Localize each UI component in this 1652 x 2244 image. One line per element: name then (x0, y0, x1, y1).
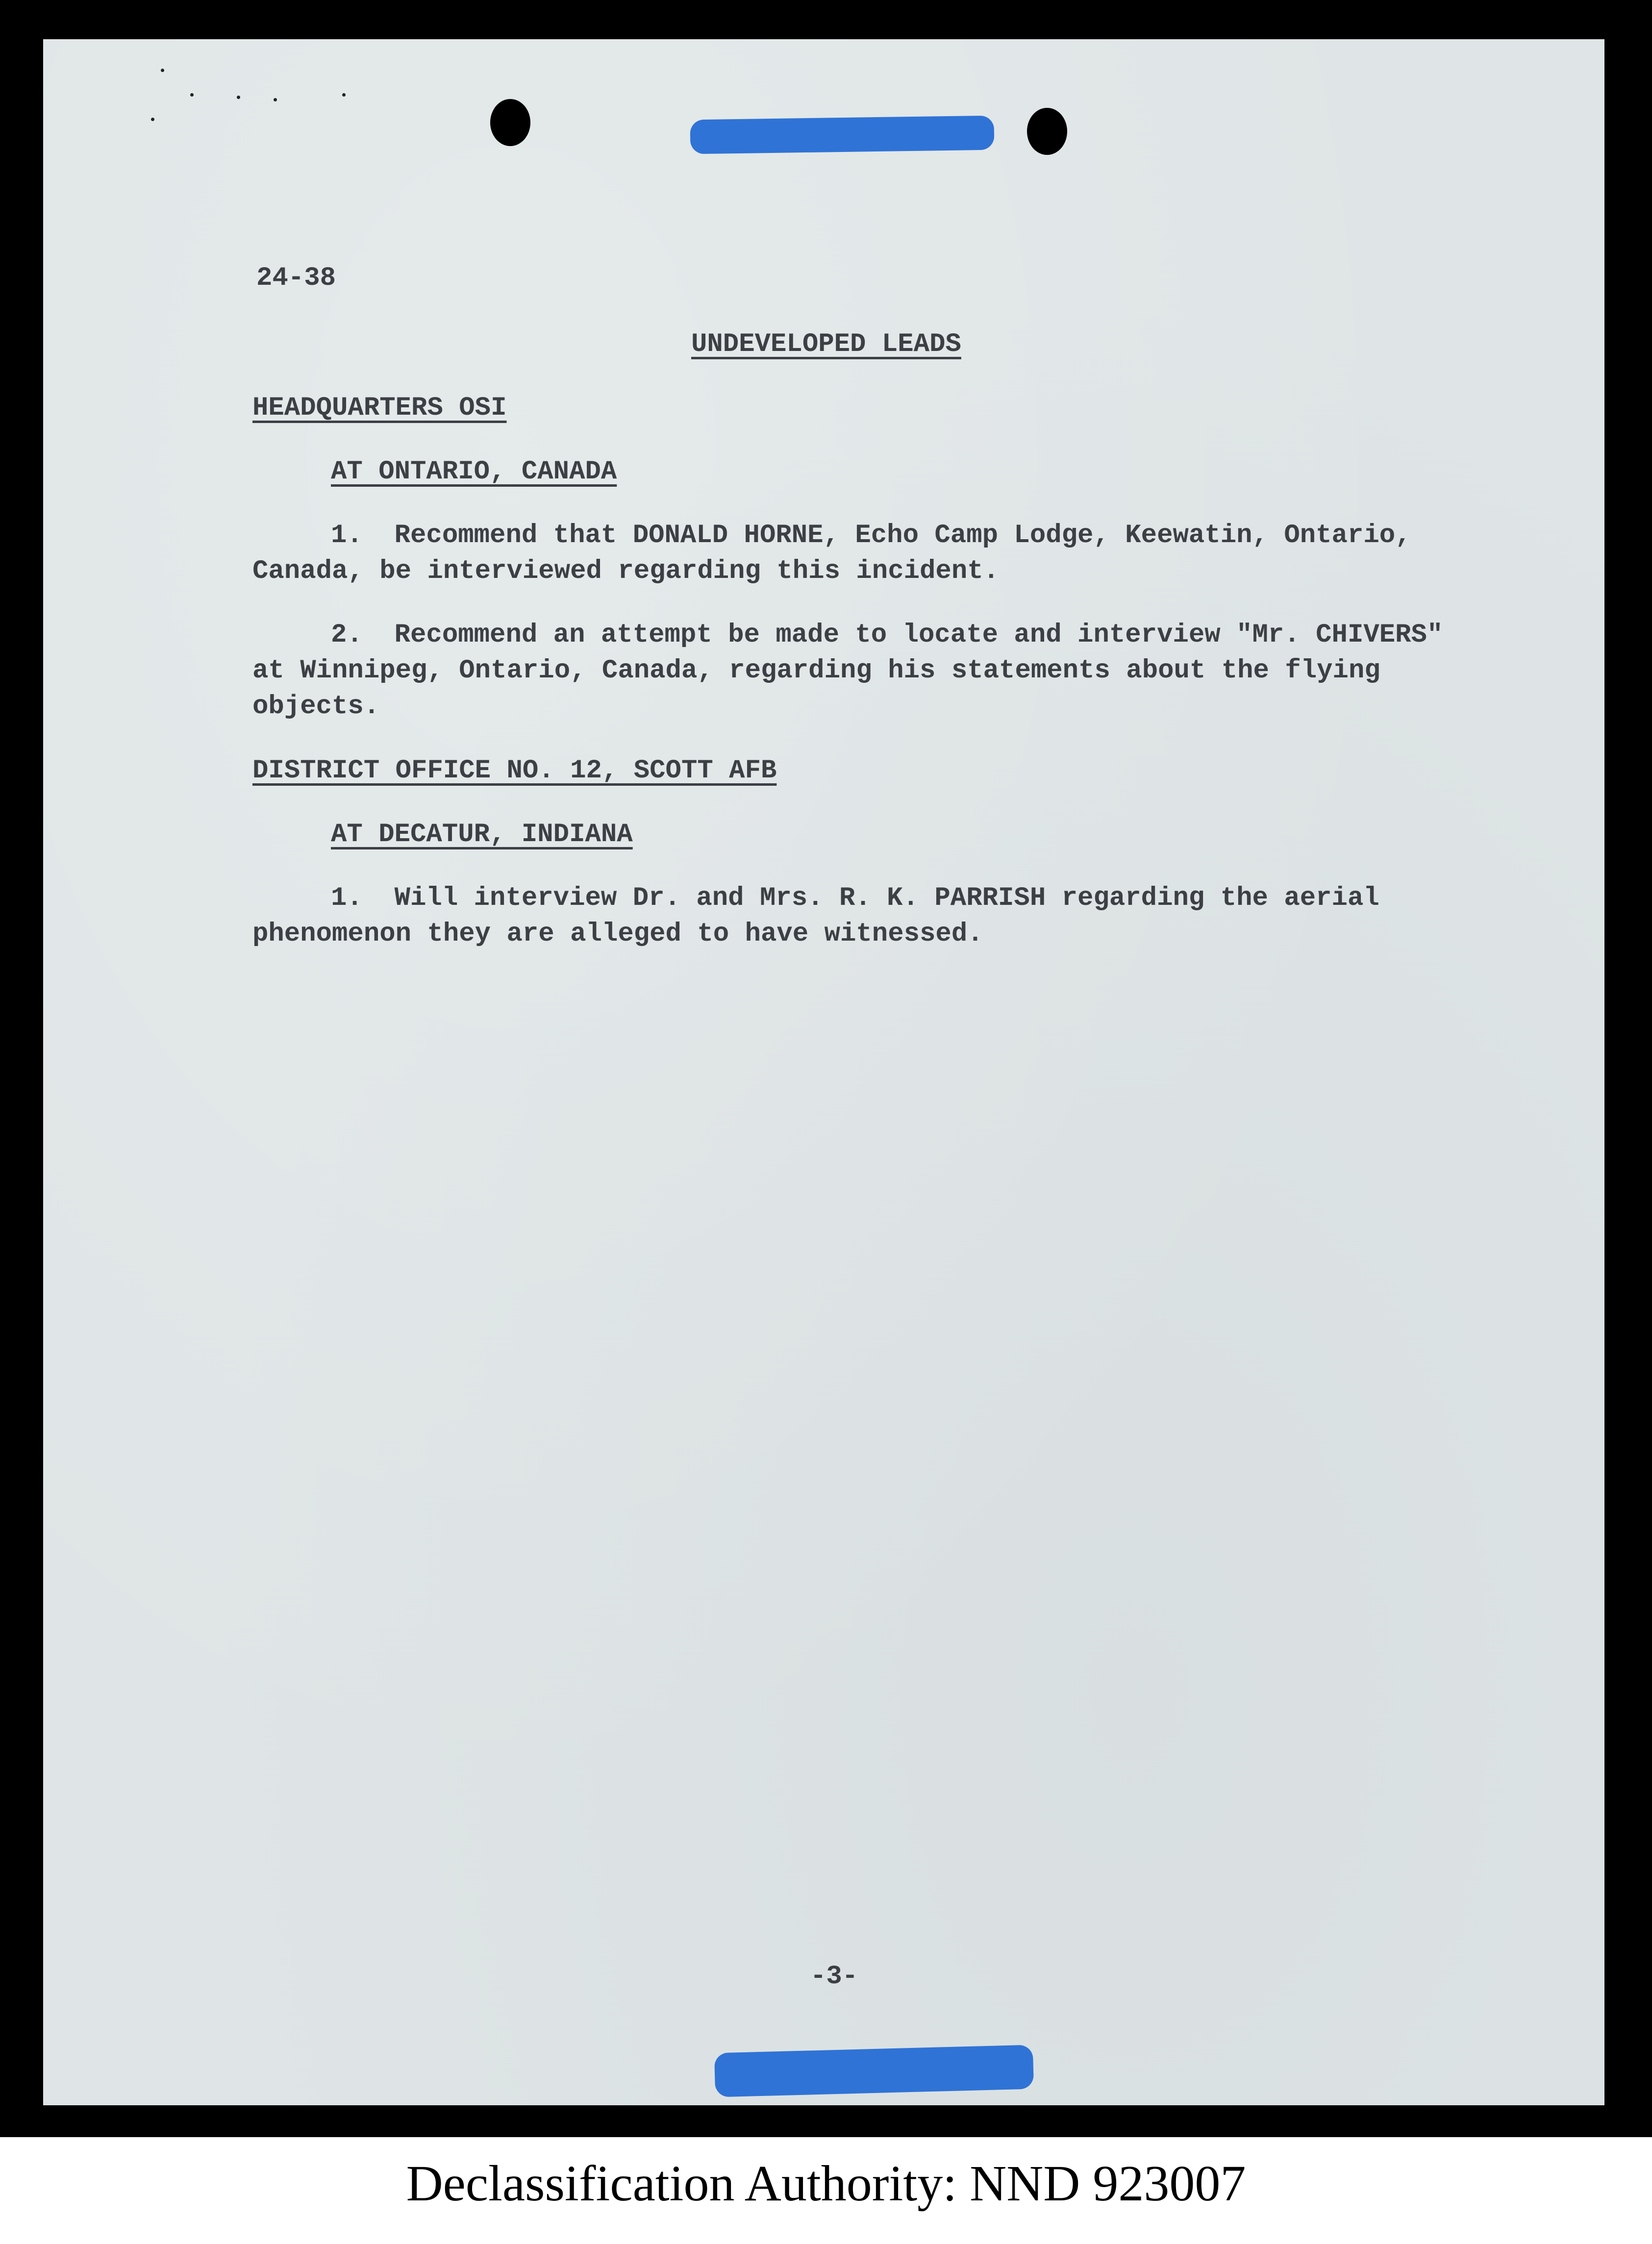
lead-1-line-2: Canada, be interviewed regarding this incident. (252, 556, 1000, 586)
lead-2-line-3: objects. (252, 692, 380, 722)
document-page (43, 39, 1604, 2105)
section-heading-headquarters: HEADQUARTERS OSI (252, 393, 507, 423)
lead-3-line-1: 1. Will interview Dr. and Mrs. R. K. PARRISH regarding the aerial (331, 883, 1379, 913)
paper-speck (342, 93, 346, 97)
paper-speck (237, 96, 240, 99)
location-heading-decatur: AT DECATUR, INDIANA (331, 820, 633, 849)
file-number: 24-38 (256, 263, 336, 293)
section-heading-district-office: DISTRICT OFFICE NO. 12, SCOTT AFB (252, 756, 777, 786)
redaction-marker-top (690, 116, 995, 154)
lead-2-line-1: 2. Recommend an attempt be made to locate and interview "Mr. CHIVERS" (331, 620, 1443, 650)
location-heading-ontario: AT ONTARIO, CANADA (331, 457, 617, 487)
declassification-caption: Declassification Authority: NND 923007 (406, 2155, 1246, 2212)
paper-speck (190, 93, 194, 97)
paper-speck (161, 69, 164, 72)
document-title: UNDEVELOPED LEADS (691, 329, 961, 359)
lead-1-line-1: 1. Recommend that DONALD HORNE, Echo Camp Lodge, Keewatin, Ontario, (331, 521, 1411, 550)
page-number: -3- (810, 1962, 858, 1992)
paper-speck (274, 98, 277, 101)
paper-speck (151, 118, 154, 121)
lead-2-line-2: at Winnipeg, Ontario, Canada, regarding his statements about the flying (252, 656, 1380, 686)
lead-3-line-2: phenomenon they are alleged to have witnessed. (252, 919, 983, 949)
redaction-marker-bottom (714, 2045, 1034, 2097)
punch-hole-right (1027, 108, 1067, 155)
punch-hole-left (490, 99, 530, 146)
